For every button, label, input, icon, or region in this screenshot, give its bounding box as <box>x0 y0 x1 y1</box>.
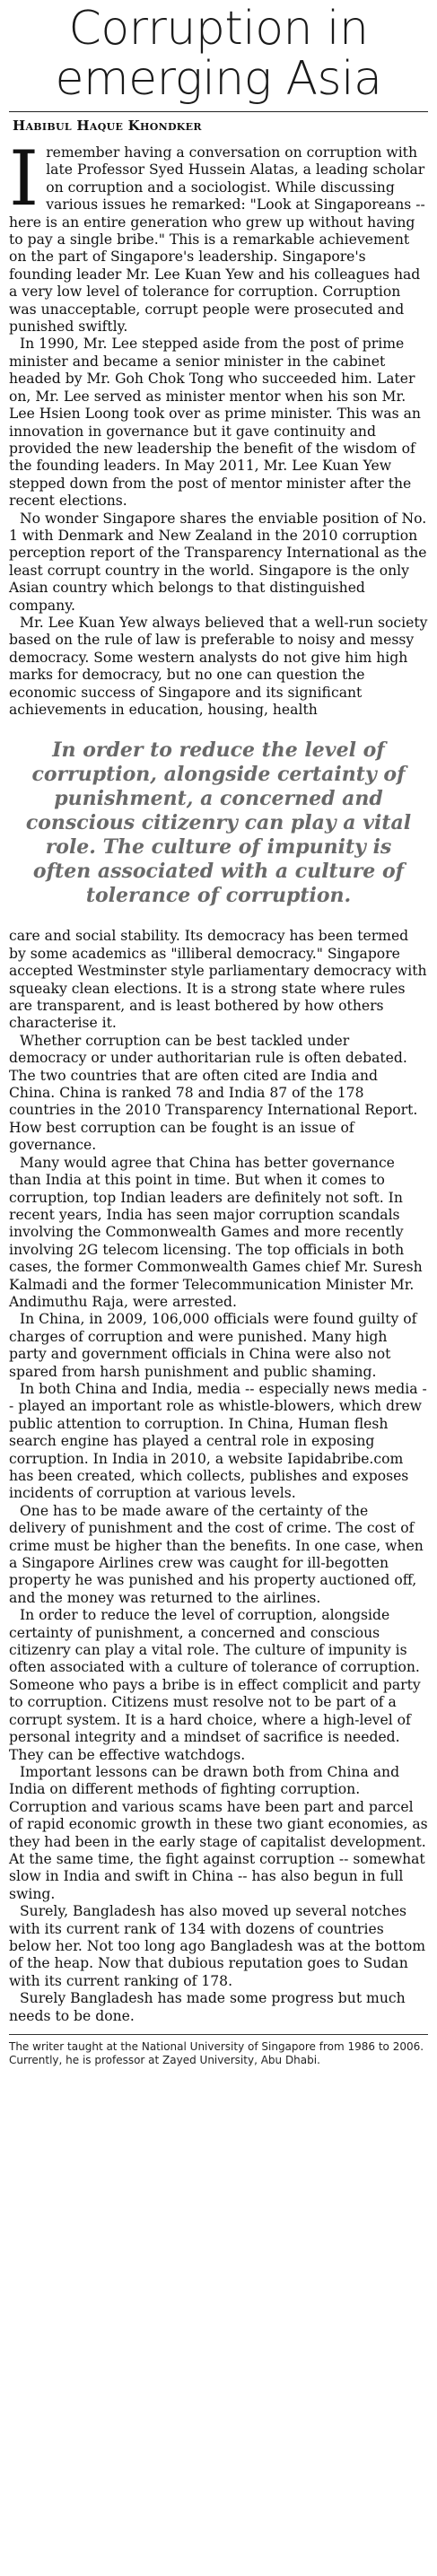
paragraph-11: In order to reduce the level of corruption, alongside certainty of punishment, a concerned and conscious citizenry can play a vital role. The culture of impunity is often associated with a culture of tolerance of corruption. Someone who pays a bribe is in effect complicit and party to corruption. Citizens must resolve not to be part of a corrupt system. It is a hard choice, where a high-level of personal integrity and a mindset of sacrifice is needed. They can be effective watchdogs. <box>9 1607 421 1763</box>
author-note: The writer taught at the National University of Singapore from 1986 to 2006. Currently, he is professor at Zayed University, Abu Dhabi. <box>9 2040 424 2066</box>
article-headline: Corruption in emerging Asia <box>55 2 382 106</box>
paragraph-8: In China, in 2009, 106,000 officials were found guilty of charges of corruption and were punished. Many high party and government officials in China were also not spared from harsh punishment and public shaming. <box>9 1311 417 1380</box>
paragraph-14: Surely Bangladesh has made some progress but much needs to be done. <box>9 1990 406 2024</box>
paragraph-3: No wonder Singapore shares the enviable position of No. 1 with Denmark and New Zealand in the 2010 corruption perception report of the Transparency International as the least corrupt country in the world. Singapore is the only Asian country which belongs to that distinguished company. <box>9 510 427 614</box>
paragraph-2: In 1990, Mr. Lee stepped aside from the post of prime minister and became a senior minister in the cabinet headed by Mr. Goh Chok Tong who succeeded him. Later on, Mr. Lee served as minister mentor when his son Mr. Lee Hsien Loong took over as prime minister. This was an innovation in governance but it gave continuity and provided the new leadership the benefit of the wisdom of the founding leaders. In May 2011, Mr. Lee Kuan Yew stepped down from the post of mentor minister after the recent elections. <box>9 336 421 510</box>
paragraph-7: Many would agree that China has better governance than India at this point in time. But when it comes to corruption, top Indian leaders are definitely not soft. In recent years, India has seen major corruption scandals involving the Commonwealth Games and more recently involving 2G telecom licensing. The top officials in both cases, the former Commonwealth Games chief Mr. Suresh Kalmadi and the former Telecommunication Minister Mr. Andimuthu Raja, were arrested. <box>9 1154 423 1310</box>
paragraph-13: Surely, Bangladesh has also moved up several notches with its current rank of 134 with dozens of countries below her. Not too long ago Bangladesh was at the bottom of the heap. Now that dubious reputation goes to Sudan with its current ranking of 178. <box>9 1903 426 1989</box>
paragraph-4: Mr. Lee Kuan Yew always believed that a well-run society based on the rule of law is preferable to noisy and messy democracy. Some western analysts do not give him high marks for democracy, but no one can question the economic success of Singapore and its significant achievements in education, housing, health <box>9 614 428 718</box>
headline-divider <box>9 111 428 112</box>
footer-divider <box>9 2034 428 2035</box>
paragraph-1-text: remember having a conversation on corruption with late Professor Syed Hussein Alatas, a leading scholar on corruption and a sociologist. While discussing various issues he remarked: "Look at Singaporeans -- here is an entire generation who grew up without having to pay a single bribe." This is a remarkable achievement on the part of Singapore's leadership. Singapore's founding leader Mr. Lee Kuan Yew and his colleagues had a very low level of tolerance for corruption. Corruption was unacceptable, corrupt people were prosecuted and punished swiftly. <box>9 144 425 336</box>
paragraph-12: Important lessons can be drawn both from China and India on different methods of fighting corruption. Corruption and various scams have been part and parcel of rapid economic growth in these two giant economies, as they had been in the early stage of capitalist development. At the same time, the fight against corruption -- somewhat slow in India and swift in China -- has also begun in full swing. <box>9 1763 428 1902</box>
paragraph-6: Whether corruption can be best tackled under democracy or under authoritarian rule is often debated. The two countries that are often cited are India and China. China is ranked 78 and India 87 of the 178 countries in the 2010 Transparency International Report. How best corruption can be fought is an issue of governance. <box>9 1032 418 1154</box>
article-byline: Habibul Haque Khondker <box>13 118 202 134</box>
paragraph-1 <box>9 135 428 336</box>
paragraph-5: care and social stability. Its democracy has been termed by some academics as "illiberal democracy." Singapore accepted Westminster style parliamentary democracy with squeaky clean elections. It is a strong state where rules are transparent, and is least bothered by how others characterise it. <box>9 928 427 1032</box>
paragraph-10: One has to be made aware of the certainty of the delivery of punishment and the cost of crime. The cost of crime must be higher than the benefits. In one case, when a Singapore Airlines crew was caught for ill-begotten property he was punished and his property auctioned off, and the money was returned to the airlines. <box>9 1502 424 1606</box>
pull-quote: In order to reduce the level of corruption, alongside certainty of punishment, a concerned and conscious citizenry can play a vital role. The culture of impunity is often associated with a culture of tolerance of corruption. <box>25 738 412 908</box>
article-body <box>9 135 428 2025</box>
drop-cap: I <box>9 135 39 223</box>
paragraph-9: In both China and India, media -- especially news media -- played an important role as whistle-blowers, which drew public attention to corruption. In China, Human flesh search engine has played a central role in exposing corruption. In India in 2010, a website Iapidabribe.com has been created, which collects, publishes and exposes incidents of corruption at various levels. <box>9 1380 427 1502</box>
